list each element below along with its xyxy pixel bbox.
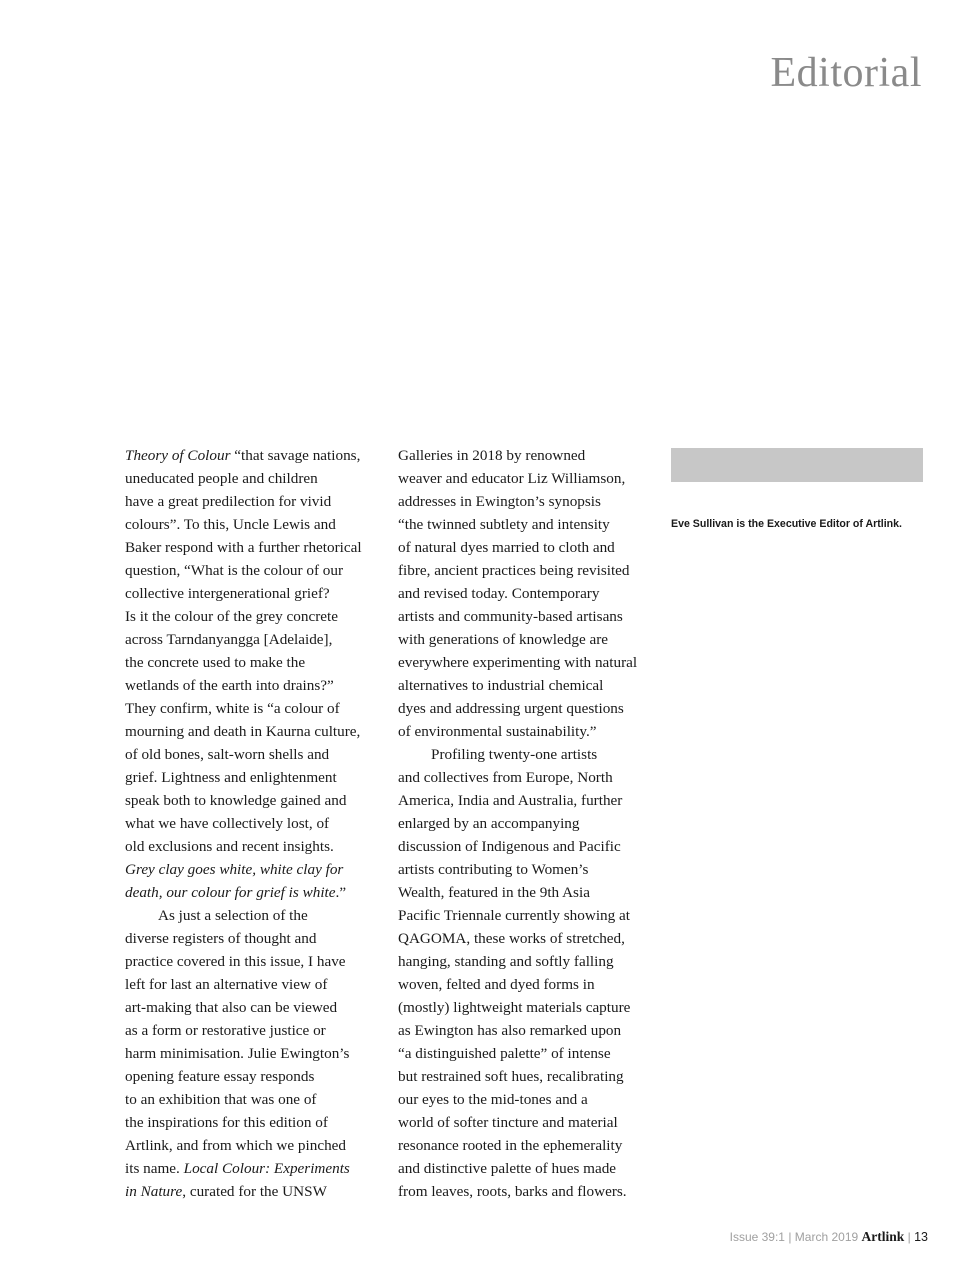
- text-segment: As just a selection of the: [158, 907, 308, 924]
- text-line: [398, 812, 663, 835]
- text-segment: with generations of knowledge are: [398, 631, 609, 648]
- text-segment: practice covered in this issue, I have: [125, 953, 346, 970]
- text-segment: harm minimisation. Julie Ewington’s: [125, 1045, 350, 1062]
- text-line: [125, 490, 390, 513]
- article-column-1: [125, 444, 390, 1203]
- text-line: [125, 605, 390, 628]
- text-line: [398, 674, 663, 697]
- text-line: [398, 559, 663, 582]
- text-line: [125, 812, 390, 835]
- text-line: [398, 536, 663, 559]
- footer-issue: Issue 39:1: [729, 1230, 785, 1244]
- text-segment: question, “What is the colour of our: [125, 562, 344, 579]
- text-segment: wetlands of the earth into drains?”: [125, 677, 334, 694]
- text-line: [398, 1111, 663, 1134]
- page-number: 13: [914, 1230, 928, 1244]
- text-line: [125, 536, 390, 559]
- text-line: [125, 559, 390, 582]
- text-segment: diverse registers of thought and: [125, 930, 317, 947]
- text-line: [398, 858, 663, 881]
- text-line: [125, 996, 390, 1019]
- text-line: [125, 1042, 390, 1065]
- text-segment: Pacific Triennale currently showing at: [398, 907, 630, 924]
- text-segment: QAGOMA, these works of stretched,: [398, 930, 625, 947]
- text-line: [398, 697, 663, 720]
- page-footer: [730, 1229, 928, 1245]
- text-line: [125, 789, 390, 812]
- text-line: [125, 927, 390, 950]
- italic-text: death, our colour for grief is white: [125, 884, 336, 901]
- text-segment: dyes and addressing urgent questions: [398, 700, 624, 717]
- text-line: [125, 628, 390, 651]
- text-segment: They confirm, white is “a colour of: [125, 700, 340, 717]
- text-segment: discussion of Indigenous and Pacific: [398, 838, 621, 855]
- text-segment: opening feature essay responds: [125, 1068, 315, 1085]
- text-segment: world of softer tincture and material: [398, 1114, 618, 1131]
- section-title: Editorial: [770, 50, 922, 96]
- text-segment: (mostly) lightweight materials capture: [398, 999, 631, 1016]
- text-line: [125, 904, 390, 927]
- text-line: [398, 927, 663, 950]
- text-line: [125, 766, 390, 789]
- text-segment: the concrete used to make the: [125, 654, 306, 671]
- text-line: [398, 743, 663, 766]
- text-line: [398, 996, 663, 1019]
- text-line: [125, 444, 390, 467]
- text-segment: as Ewington has also remarked upon: [398, 1022, 622, 1039]
- text-line: [398, 1157, 663, 1180]
- text-segment: collective intergenerational grief?: [125, 585, 330, 602]
- text-line: [398, 444, 663, 467]
- text-line: [398, 720, 663, 743]
- text-line: [398, 582, 663, 605]
- text-segment: addresses in Ewington’s synopsis: [398, 493, 601, 510]
- text-segment: across Tarndanyangga [Adelaide],: [125, 631, 333, 648]
- text-segment: the inspirations for this edition of: [125, 1114, 328, 1131]
- text-line: [398, 1180, 663, 1203]
- text-line: [398, 605, 663, 628]
- text-line: [125, 582, 390, 605]
- text-segment: of natural dyes married to cloth and: [398, 539, 615, 556]
- text-line: [398, 1042, 663, 1065]
- text-segment: , curated for the UNSW: [182, 1183, 327, 1200]
- text-line: [398, 950, 663, 973]
- text-line: [398, 1019, 663, 1042]
- text-segment: everywhere experimenting with natural: [398, 654, 638, 671]
- text-segment: what we have collectively lost, of: [125, 815, 330, 832]
- text-line: [398, 904, 663, 927]
- text-segment: alternatives to industrial chemical: [398, 677, 604, 694]
- article-column-2: [398, 444, 663, 1203]
- footer-brand: Artlink: [861, 1229, 905, 1244]
- author-byline: Eve Sullivan is the Executive Editor of Artlink.: [671, 518, 902, 530]
- text-line: [125, 1019, 390, 1042]
- text-segment: grief. Lightness and enlightenment: [125, 769, 337, 786]
- text-segment: our eyes to the mid-tones and a: [398, 1091, 588, 1108]
- text-segment: its name.: [125, 1160, 184, 1177]
- text-line: [125, 1134, 390, 1157]
- text-line: [398, 513, 663, 536]
- text-segment: old exclusions and recent insights.: [125, 838, 334, 855]
- text-line: [125, 1111, 390, 1134]
- text-line: [398, 881, 663, 904]
- text-segment: “a distinguished palette” of intense: [398, 1045, 611, 1062]
- text-segment: speak both to knowledge gained and: [125, 792, 347, 809]
- sidebar-grey-bar: [671, 448, 923, 482]
- text-segment: have a great predilection for vivid: [125, 493, 332, 510]
- text-line: [125, 950, 390, 973]
- text-line: [125, 720, 390, 743]
- text-line: [125, 858, 390, 881]
- italic-text: Grey clay goes white, white clay for: [125, 861, 344, 878]
- text-line: [398, 766, 663, 789]
- text-line: [398, 1065, 663, 1088]
- text-line: [398, 1088, 663, 1111]
- footer-date: March 2019: [794, 1230, 859, 1244]
- text-line: [125, 697, 390, 720]
- text-segment: America, India and Australia, further: [398, 792, 623, 809]
- text-line: [125, 513, 390, 536]
- text-segment: fibre, ancient practices being revisited: [398, 562, 630, 579]
- footer-separator: |: [907, 1230, 911, 1244]
- text-segment: as a form or restorative justice or: [125, 1022, 326, 1039]
- italic-text: Theory of Colour: [125, 447, 231, 464]
- text-segment: from leaves, roots, barks and flowers.: [398, 1183, 627, 1200]
- text-line: [125, 674, 390, 697]
- text-segment: weaver and educator Liz Williamson,: [398, 470, 626, 487]
- text-line: [398, 628, 663, 651]
- text-segment: .”: [335, 884, 347, 901]
- text-line: [125, 973, 390, 996]
- text-segment: of old bones, salt-worn shells and: [125, 746, 330, 763]
- italic-text: Local Colour: Experiments: [183, 1160, 350, 1177]
- text-line: [125, 881, 390, 904]
- text-segment: uneducated people and children: [125, 470, 318, 487]
- text-line: [125, 467, 390, 490]
- text-segment: mourning and death in Kaurna culture,: [125, 723, 361, 740]
- text-segment: Baker respond with a further rhetorical: [125, 539, 362, 556]
- text-segment: woven, felted and dyed forms in: [398, 976, 595, 993]
- text-line: [398, 467, 663, 490]
- text-segment: “that savage nations,: [230, 447, 361, 464]
- text-segment: Galleries in 2018 by renowned: [398, 447, 586, 464]
- text-line: [125, 835, 390, 858]
- text-segment: artists contributing to Women’s: [398, 861, 589, 878]
- text-segment: enlarged by an accompanying: [398, 815, 580, 832]
- text-segment: of environmental sustainability.”: [398, 723, 597, 740]
- text-segment: colours”. To this, Uncle Lewis and: [125, 516, 336, 533]
- text-line: [125, 651, 390, 674]
- text-line: [125, 1157, 390, 1180]
- text-segment: Wealth, featured in the 9th Asia: [398, 884, 590, 901]
- text-segment: Artlink, and from which we pinched: [125, 1137, 347, 1154]
- text-line: [125, 1065, 390, 1088]
- text-segment: artists and community-based artisans: [398, 608, 623, 625]
- text-line: [398, 835, 663, 858]
- text-line: [398, 651, 663, 674]
- text-line: [125, 743, 390, 766]
- text-segment: left for last an alternative view of: [125, 976, 328, 993]
- text-segment: art-making that also can be viewed: [125, 999, 338, 1016]
- text-segment: but restrained soft hues, recalibrating: [398, 1068, 624, 1085]
- text-line: [398, 1134, 663, 1157]
- text-segment: resonance rooted in the ephemerality: [398, 1137, 623, 1154]
- text-line: [125, 1088, 390, 1111]
- text-line: [398, 490, 663, 513]
- footer-separator: |: [788, 1230, 792, 1244]
- text-segment: and distinctive palette of hues made: [398, 1160, 617, 1177]
- text-segment: Profiling twenty-one artists: [431, 746, 598, 763]
- text-segment: Is it the colour of the grey concrete: [125, 608, 338, 625]
- text-line: [125, 1180, 390, 1203]
- text-segment: to an exhibition that was one of: [125, 1091, 317, 1108]
- text-segment: hanging, standing and softly falling: [398, 953, 614, 970]
- italic-text: in Nature: [125, 1183, 183, 1200]
- text-line: [398, 789, 663, 812]
- text-segment: and revised today. Contemporary: [398, 585, 600, 602]
- text-segment: “the twinned subtlety and intensity: [398, 516, 610, 533]
- text-line: [398, 973, 663, 996]
- text-segment: and collectives from Europe, North: [398, 769, 613, 786]
